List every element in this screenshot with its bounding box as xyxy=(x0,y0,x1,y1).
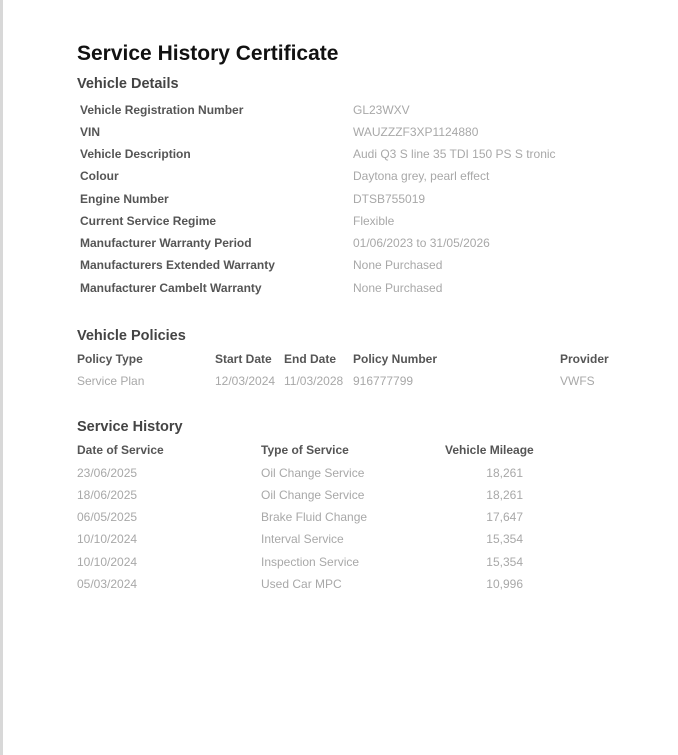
service-type-cell: Oil Change Service xyxy=(261,466,365,480)
mileage-cell: 15,354 xyxy=(486,555,523,569)
provider-cell: VWFS xyxy=(560,374,595,388)
column-header-provider: Provider xyxy=(560,352,609,366)
detail-value: Audi Q3 S line 35 TDI 150 PS S tronic xyxy=(353,147,556,161)
detail-value: GL23WXV xyxy=(353,103,410,117)
service-type-cell: Oil Change Service xyxy=(261,488,365,502)
service-date-cell: 06/05/2025 xyxy=(77,510,138,524)
service-type-cell: Inspection Service xyxy=(261,555,360,569)
policy-number-cell: 916777799 xyxy=(353,374,414,388)
detail-value: None Purchased xyxy=(353,281,443,295)
mileage-cell: 10,996 xyxy=(486,577,523,591)
service-date-cell: 05/03/2024 xyxy=(77,577,138,591)
detail-label: Engine Number xyxy=(80,192,169,206)
column-header-date: Date of Service xyxy=(77,443,164,457)
end-date-cell: 11/03/2028 xyxy=(284,374,344,388)
detail-value: DTSB755019 xyxy=(353,192,426,206)
detail-value: None Purchased xyxy=(353,258,443,272)
mileage-cell: 18,261 xyxy=(486,488,523,502)
detail-label: Colour xyxy=(80,169,119,183)
detail-label: Manufacturer Cambelt Warranty xyxy=(80,281,262,295)
start-date-cell: 12/03/2024 xyxy=(215,374,276,388)
service-type-cell: Interval Service xyxy=(261,532,344,546)
detail-value: Flexible xyxy=(353,214,395,228)
policy-type-cell: Service Plan xyxy=(77,374,145,388)
column-header-policy-number: Policy Number xyxy=(353,352,438,366)
service-type-cell: Brake Fluid Change xyxy=(261,510,368,524)
detail-value: 01/06/2023 to 31/05/2026 xyxy=(353,236,490,250)
vehicle-policies-heading: Vehicle Policies xyxy=(77,328,186,344)
column-header-mileage: Vehicle Mileage xyxy=(445,443,534,457)
detail-value: WAUZZZF3XP1124880 xyxy=(353,125,479,139)
detail-label: VIN xyxy=(80,125,101,139)
service-history-heading: Service History xyxy=(77,419,183,435)
column-header-policy-type: Policy Type xyxy=(77,352,143,366)
page-edge xyxy=(0,0,3,755)
service-type-cell: Used Car MPC xyxy=(261,577,342,591)
service-date-cell: 23/06/2025 xyxy=(77,466,138,480)
mileage-cell: 17,647 xyxy=(486,510,523,524)
service-date-cell: 10/10/2024 xyxy=(77,532,138,546)
column-header-type: Type of Service xyxy=(261,443,349,457)
mileage-cell: 15,354 xyxy=(486,532,523,546)
service-date-cell: 18/06/2025 xyxy=(77,488,138,502)
column-header-end-date: End Date xyxy=(284,352,337,366)
column-header-start-date: Start Date xyxy=(215,352,272,366)
service-date-cell: 10/10/2024 xyxy=(77,555,138,569)
detail-value: Daytona grey, pearl effect xyxy=(353,169,490,183)
detail-label: Current Service Regime xyxy=(80,214,217,228)
page-title: Service History Certificate xyxy=(77,42,339,65)
vehicle-details-heading: Vehicle Details xyxy=(77,76,179,92)
detail-label: Manufacturers Extended Warranty xyxy=(80,258,275,272)
detail-label: Vehicle Registration Number xyxy=(80,103,244,117)
mileage-cell: 18,261 xyxy=(486,466,523,480)
detail-label: Manufacturer Warranty Period xyxy=(80,236,252,250)
detail-label: Vehicle Description xyxy=(80,147,191,161)
